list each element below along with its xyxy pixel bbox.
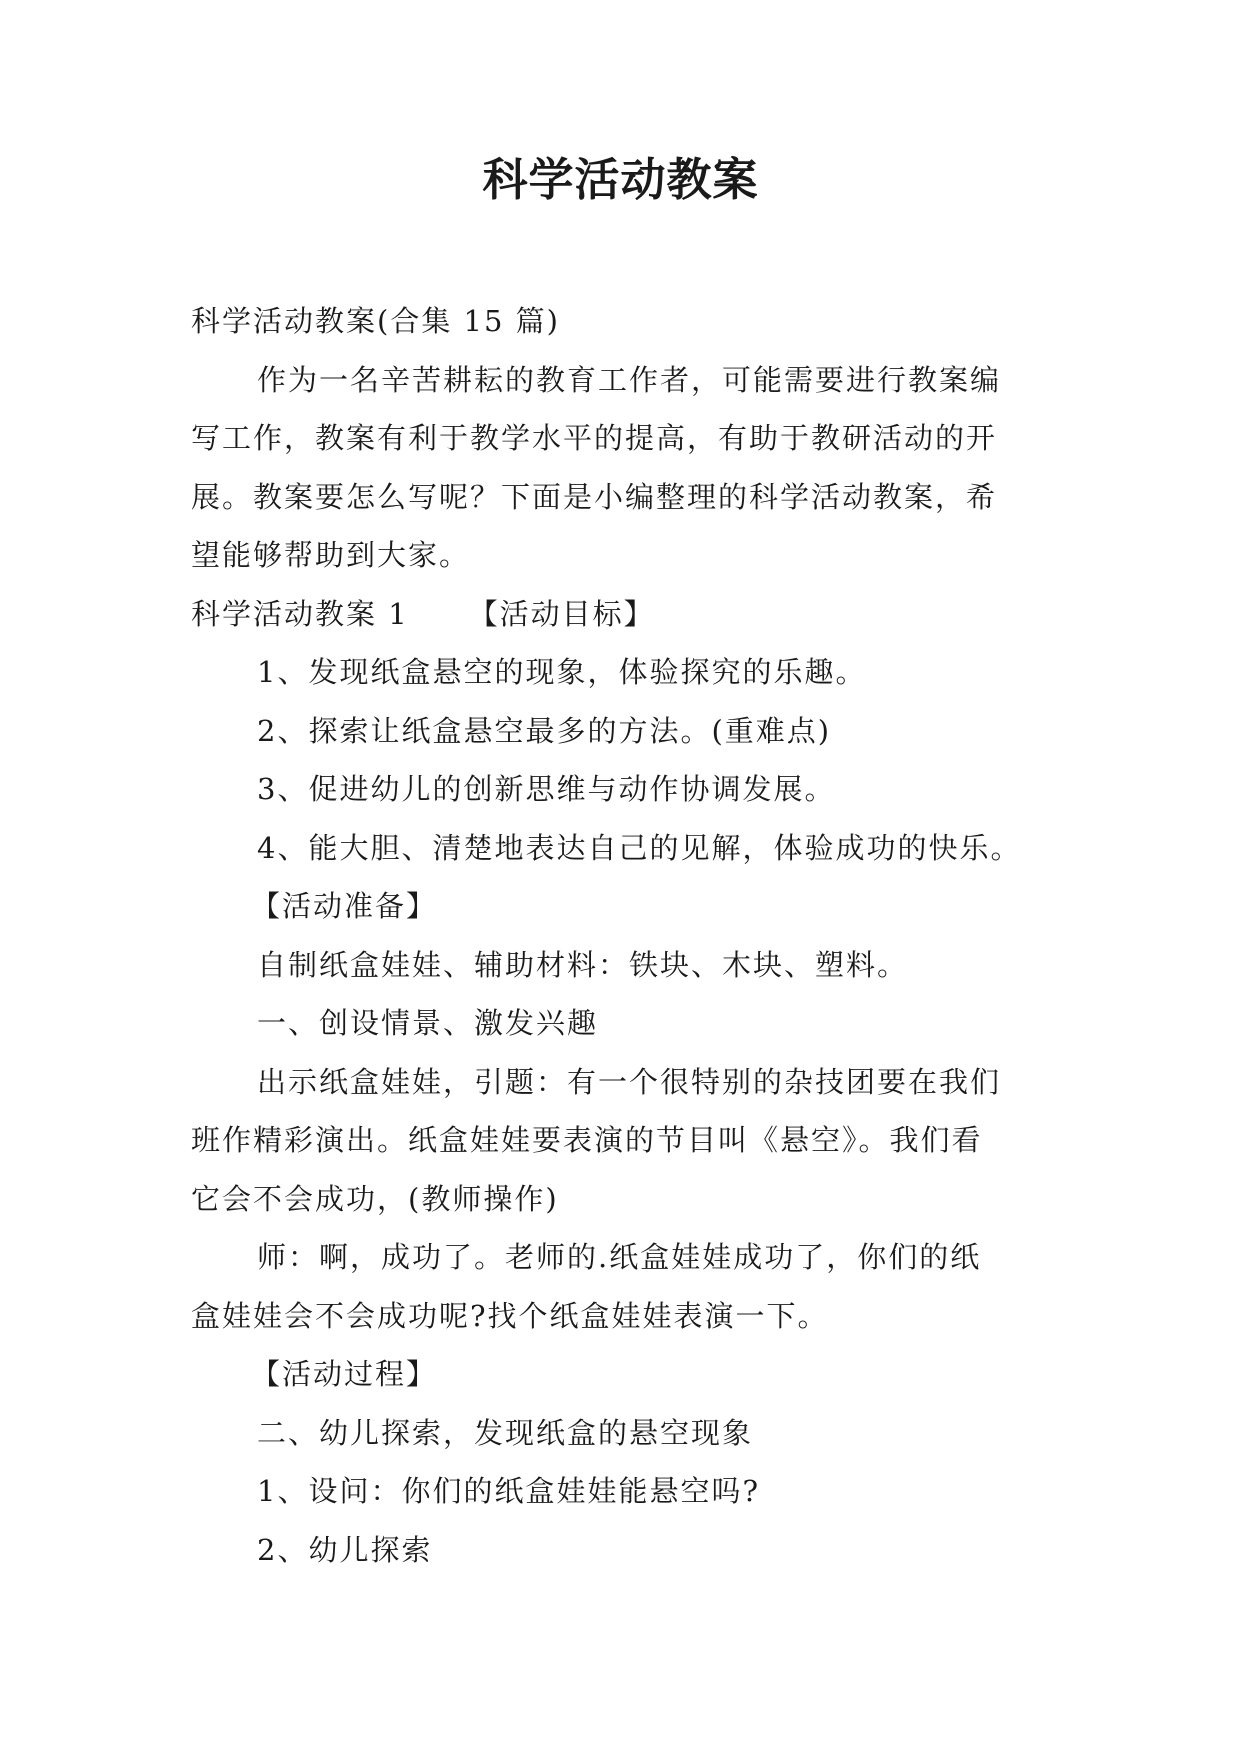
intro-line: 展。教案要怎么写呢？下面是小编整理的科学活动教案，希 — [191, 479, 998, 514]
step2-item: 1、设问：你们的纸盒娃娃能悬空吗? — [257, 1474, 760, 1508]
prep-heading: 【活动准备】 — [251, 889, 438, 923]
document-title: 科学活动教案 — [482, 153, 759, 206]
process-heading: 【活动过程】 — [251, 1357, 438, 1391]
section-heading-row — [191, 585, 1051, 644]
step2-item: 2、幼儿探索 — [257, 1532, 433, 1567]
teacher-line: 师：啊，成功了。老师的.纸盒娃娃成功了，你们的纸 — [257, 1240, 982, 1274]
section1-heading: 科学活动教案 1 — [191, 596, 409, 631]
step2-heading: 二、幼儿探索，发现纸盒的悬空现象 — [257, 1415, 754, 1450]
intro-line: 望能够帮助到大家。 — [191, 538, 471, 572]
goal-item: 3、促进幼儿的创新思维与动作协调发展。 — [257, 772, 836, 806]
teacher-line: 盒娃娃会不会成功呢?找个纸盒娃娃表演一下。 — [191, 1298, 829, 1333]
document-subtitle: 科学活动教案(合集 15 篇) — [191, 304, 560, 338]
goal-item: 1、发现纸盒悬空的现象，体验探究的乐趣。 — [257, 655, 867, 689]
goal-item: 2、探索让纸盒悬空最多的方法。(重难点) — [257, 713, 832, 748]
step1-line: 出示纸盒娃娃，引题：有一个很特别的杂技团要在我们 — [257, 1064, 1002, 1099]
step1-heading: 一、创设情景、激发兴趣 — [257, 1006, 599, 1040]
step1-line: 班作精彩演出。纸盒娃娃要表演的节目叫《悬空》。我们看 — [191, 1123, 983, 1157]
intro-line: 写工作，教案有利于教学水平的提高，有助于教研活动的开 — [191, 421, 998, 455]
goals-heading: 【活动目标】 — [468, 596, 655, 631]
document-body — [191, 292, 1051, 1579]
goal-item: 4、能大胆、清楚地表达自己的见解，体验成功的快乐。 — [257, 830, 1022, 865]
step1-line: 它会不会成功，(教师操作) — [191, 1181, 559, 1216]
prep-text: 自制纸盒娃娃、辅助材料：铁块、木块、塑料。 — [257, 947, 909, 982]
intro-line: 作为一名辛苦耕耘的教育工作者，可能需要进行教案编 — [257, 362, 1002, 397]
